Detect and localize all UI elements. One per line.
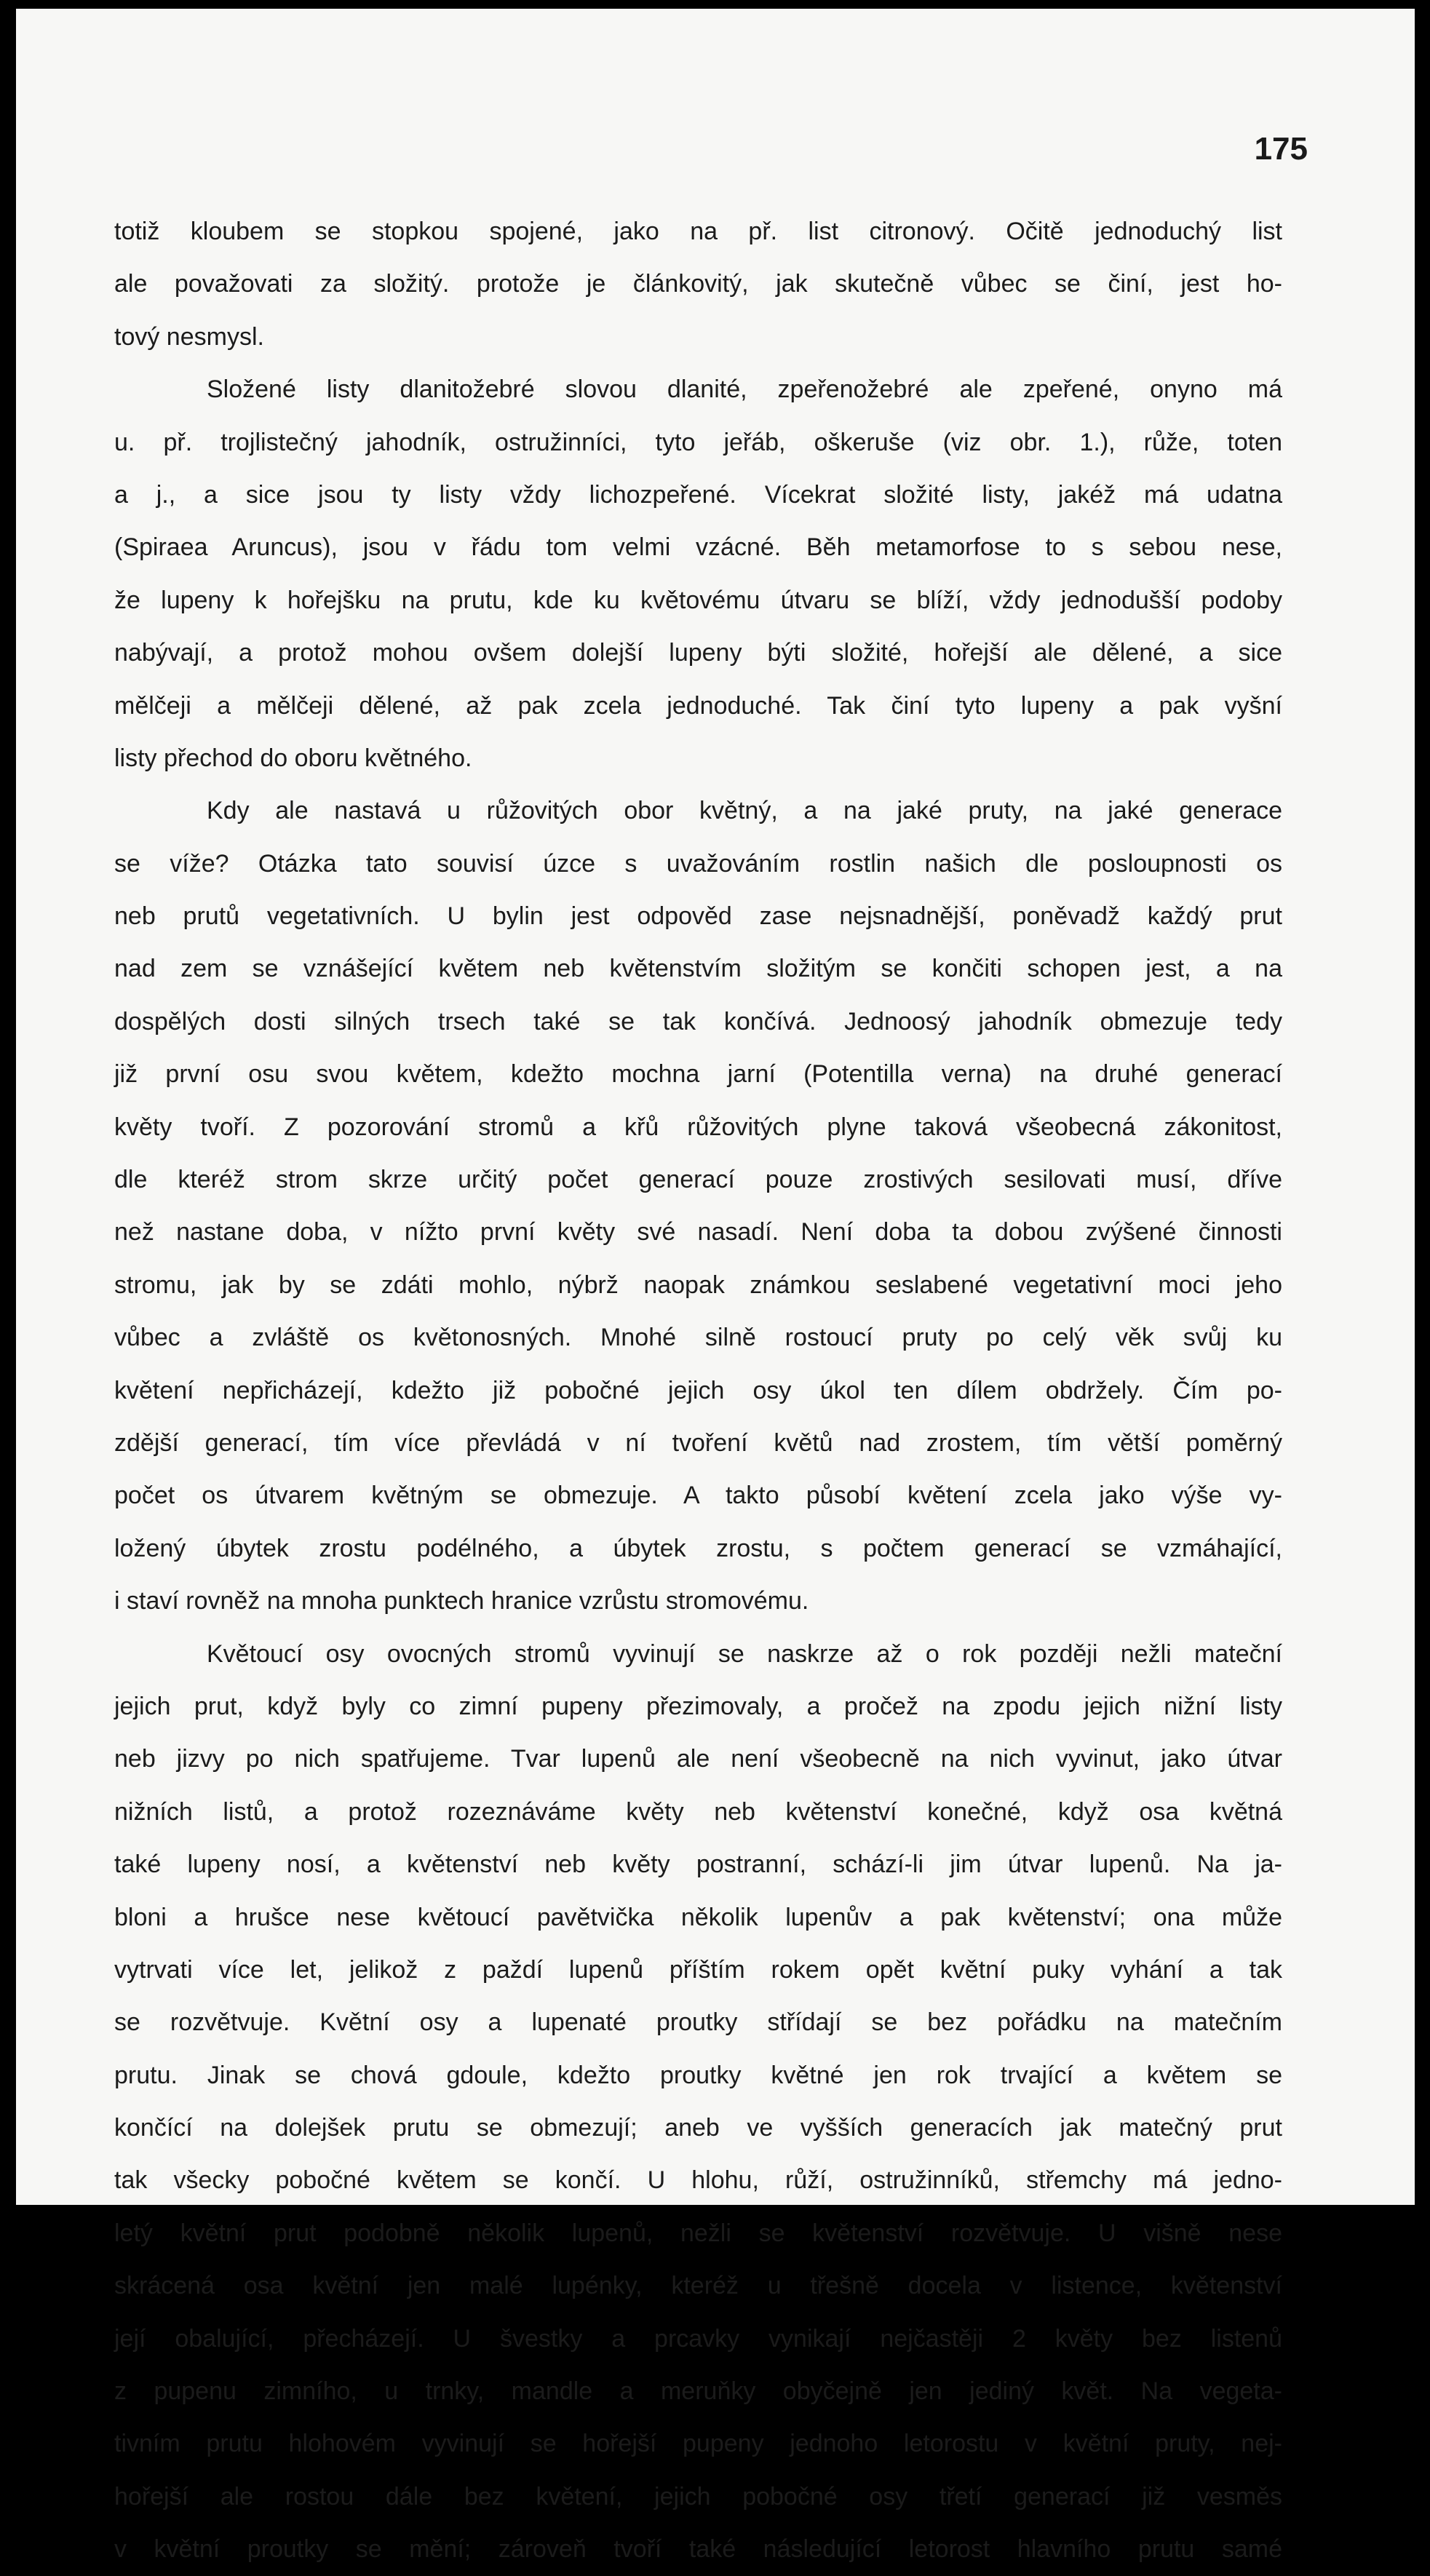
- text-line: končící na dolejšek prutu se obmezují; aneb ve vyšších generacích jak matečný prut: [114, 2114, 1282, 2142]
- text-line: počet os útvarem květným se obmezuje. A takto působí květení zcela jako výše vy-: [114, 1482, 1282, 1510]
- text-line: u. př. trojlistečný jahodník, ostružinníci, tyto jeřáb, oškeruše (viz obr. 1.), růže, toten: [114, 428, 1282, 456]
- text-line: (Spiraea Aruncus), jsou v řádu tom velmi vzácné. Běh metamorfose to s sebou nese,: [114, 533, 1282, 562]
- text-line: z pupenu zimního, u trnky, mandle a meruňky obyčejně jen jediný květ. Na vegeta-: [114, 2377, 1282, 2406]
- text-line: totiž kloubem se stopkou spojené, jako na př. list citronový. Očitě jednoduchý list: [114, 218, 1282, 245]
- text-line: tový nesmysl.: [114, 322, 264, 351]
- text-line: stromu, jak by se zdáti mohlo, nýbrž naopak známkou seslabené vegetativní moci jeho: [114, 1271, 1282, 1299]
- text-line: a j., a sice jsou ty listy vždy lichozpeřené. Vícekrat složité listy, jakéž má udatna: [114, 480, 1282, 509]
- text-line: nabývají, a protož mohou ovšem dolejší lupeny býti složité, hořejší ale dělené, a sice: [114, 639, 1282, 667]
- text-line: nad zem se vznášející květem neb květenstvím složitým se končiti schopen jest, a na: [114, 955, 1282, 983]
- page-number: 175: [1254, 131, 1308, 167]
- text-line: její obalující, přecházejí. U švestky a prcavky vynikají nejčastěji 2 květy bez listenů: [114, 2324, 1282, 2353]
- text-line: již první osu svou květem, kdežto mochna jarní (Potentilla verna) na druhé generací: [114, 1060, 1282, 1089]
- text-line: že lupeny k hořejšku na prutu, kde ku květovému útvaru se blíží, vždy jednodušší podoby: [114, 586, 1282, 614]
- text-line: neb jizvy po nich spatřujeme. Tvar lupenů ale není všeobecně na nich vyvinut, jako útvar: [114, 1745, 1282, 1773]
- text-line: listy přechod do oboru květného.: [114, 744, 472, 772]
- text-line: květení nepřicházejí, kdežto již pobočné jejich osy úkol ten dílem obdržely. Čím po-: [114, 1376, 1282, 1404]
- text-line: dospělých dosti silných trsech také se tak končívá. Jednoosý jahodník obmezuje tedy: [114, 1007, 1282, 1035]
- page-body-text: [114, 205, 1282, 2576]
- text-line: se víže? Otázka tato souvisí úzce s uvažováním rostlin našich dle posloupnosti os: [114, 849, 1282, 878]
- text-line: ale považovati za složitý. protože je článkovitý, jak skutečně vůbec se činí, jest ho-: [114, 270, 1282, 298]
- text-line: tivním prutu hlohovém vyvinují se hořejší pupeny jednoho letorostu v květní pruty, nej-: [114, 2430, 1282, 2458]
- text-line: neb prutů vegetativních. U bylin jest odpověd zase nejsnadnější, poněvadž každý prut: [114, 902, 1282, 931]
- text-line: i staví rovněž na mnoha punktech hranice vzrůstu stromovému.: [114, 1587, 809, 1615]
- text-line: mělčeji a mělčeji dělené, až pak zcela jednoduché. Tak činí tyto lupeny a pak vyšní: [114, 691, 1282, 720]
- text-line: dle kteréž strom skrze určitý počet generací pouze zrostivých sesilovati musí, dříve: [114, 1166, 1282, 1194]
- text-line: hořejší ale rostou dále bez květení, jejich pobočné osy třetí generací již vesměs: [114, 2482, 1282, 2511]
- text-line: letý květní prut podobně několik lupenů, nežli se květenství rozvětvuje. U višně nese: [114, 2219, 1282, 2247]
- text-line: Kdy ale nastavá u růžovitých obor květný, a na jaké pruty, na jaké generace: [207, 797, 1282, 825]
- text-line: zdější generací, tím více převládá v ní tvoření květů nad zrostem, tím větší poměrný: [114, 1428, 1282, 1457]
- text-line: Květoucí osy ovocných stromů vyvinují se naskrze až o rok později nežli mateční: [207, 1639, 1282, 1668]
- text-line: bloni a hrušce nese květoucí pavětvička několik lupenův a pak květenství; ona může: [114, 1903, 1282, 1931]
- text-line: Složené listy dlanitožebré slovou dlanité, zpeřenožebré ale zpeřené, onyno má: [207, 375, 1282, 404]
- text-line: ložený úbytek zrostu podélného, a úbytek zrostu, s počtem generací se vzmáhající,: [114, 1534, 1282, 1562]
- text-line: vůbec a zvláště os květonosných. Mnohé silně rostoucí pruty po celý věk svůj ku: [114, 1324, 1282, 1352]
- text-line: prutu. Jinak se chová gdoule, kdežto proutky květné jen rok trvající a květem se: [114, 2061, 1282, 2089]
- text-line: skrácená osa květní jen malé lupénky, kteréž u třešně docela v listence, květenství: [114, 2272, 1282, 2300]
- text-line: nižních listů, a protož rozeznáváme květy neb květenství konečné, když osa květná: [114, 1797, 1282, 1826]
- text-line: se rozvětvuje. Květní osy a lupenaté proutky střídají se bez pořádku na matečním: [114, 2008, 1282, 2037]
- text-line: v květní proutky se mění; zároveň tvoří také následující letorost hlavního prutu samé: [114, 2535, 1282, 2564]
- text-line: také lupeny nosí, a květenství neb květy postranní, schází-li jim útvar lupenů. Na ja-: [114, 1850, 1282, 1879]
- text-line: květy tvoří. Z pozorování stromů a křů růžovitých plyne taková všeobecná zákonitost,: [114, 1113, 1282, 1141]
- text-line: tak všecky pobočné květem se končí. U hlohu, růží, ostružinníků, střemchy má jedno-: [114, 2166, 1282, 2195]
- text-line: než nastane doba, v nížto první květy své nasadí. Není doba ta dobou zvýšené činnosti: [114, 1218, 1282, 1247]
- book-page: [16, 9, 1415, 2564]
- text-line: vytrvati více let, jelikož z paždí lupenů příštím rokem opět květní puky vyhání a tak: [114, 1955, 1282, 1984]
- text-line: jejich prut, když byly co zimní pupeny přezimovaly, a pročež na zpodu jejich nižní listy: [114, 1692, 1282, 1720]
